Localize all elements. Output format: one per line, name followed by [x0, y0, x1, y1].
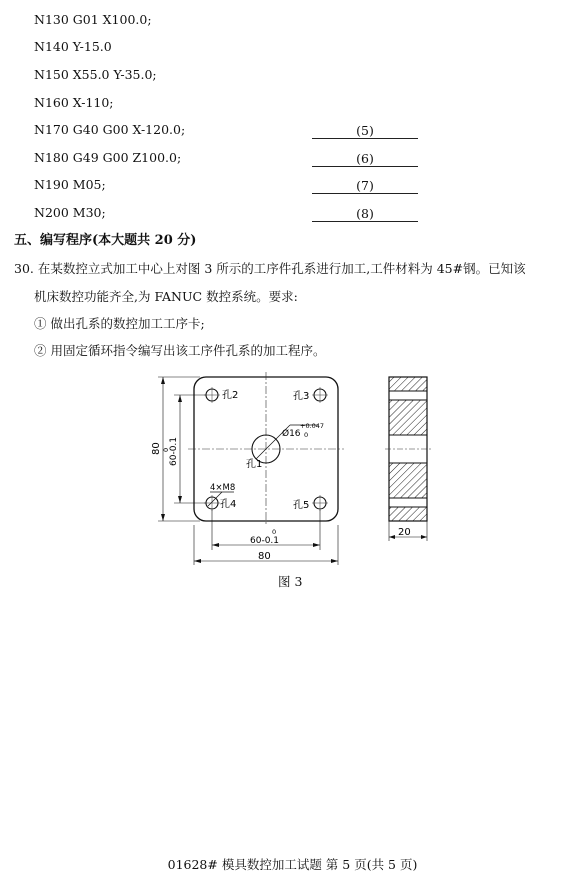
- width-80-dim: 80: [258, 551, 271, 562]
- center-hole-dim: Ø16: [282, 429, 301, 439]
- answer-blank-8: (8): [312, 206, 418, 222]
- requirement-2: ② 用固定循环指令编写出该工序件孔系的加工程序。: [34, 343, 326, 358]
- thickness-dim: 20: [398, 527, 411, 538]
- answer-blank-7: (7): [312, 178, 418, 194]
- hole-label: 孔4: [220, 499, 237, 510]
- answer-blank-5: (5): [312, 123, 418, 139]
- requirement-1: ① 做出孔系的数控加工工序卡;: [34, 316, 205, 331]
- program-line: N200 M30;: [34, 205, 106, 220]
- height-60-upper: 0: [162, 447, 170, 452]
- hole-label: 孔2: [222, 390, 239, 401]
- page-footer: 01628# 模具数控加工试题 第 5 页(共 5 页): [167, 857, 418, 872]
- program-line: N180 G49 G00 Z100.0;: [34, 150, 182, 165]
- hole-label: 孔5: [293, 500, 310, 511]
- hole-label: 孔3: [293, 391, 310, 402]
- program-line: N150 X55.0 Y-35.0;: [34, 67, 157, 82]
- figure-caption: 图 3: [278, 574, 303, 589]
- section-heading: 五、编写程序(本大题共 20 分): [14, 233, 197, 248]
- technical-drawing: [140, 368, 450, 568]
- height-80-dim: 80: [151, 442, 162, 455]
- width-60-dim: 60-0.1: [250, 536, 280, 546]
- side-section-view: [385, 377, 431, 521]
- hole-label: 孔1: [246, 459, 263, 470]
- program-line: N190 M05;: [34, 177, 106, 192]
- program-line: N160 X-110;: [34, 95, 114, 110]
- question-line-2: 机床数控功能齐全,为 FANUC 数控系统。要求:: [34, 289, 298, 304]
- program-line: N140 Y-15.0: [34, 39, 112, 54]
- center-hole-tol-upper: +0.047: [300, 422, 325, 430]
- answer-blank-6: (6): [312, 151, 418, 167]
- question-line-1: 30. 在某数控立式加工中心上对图 3 所示的工序件孔系进行加工,工件材料为 45#钢。已知该: [14, 261, 526, 276]
- program-line: N170 G40 G00 X-120.0;: [34, 122, 186, 137]
- center-hole-tol-lower: 0: [304, 431, 309, 439]
- program-line: N130 G01 X100.0;: [34, 12, 152, 27]
- width-60-upper: 0: [272, 528, 277, 536]
- height-60-dim: 60-0.1: [169, 436, 179, 466]
- thread-dim: 4×M8: [210, 483, 236, 493]
